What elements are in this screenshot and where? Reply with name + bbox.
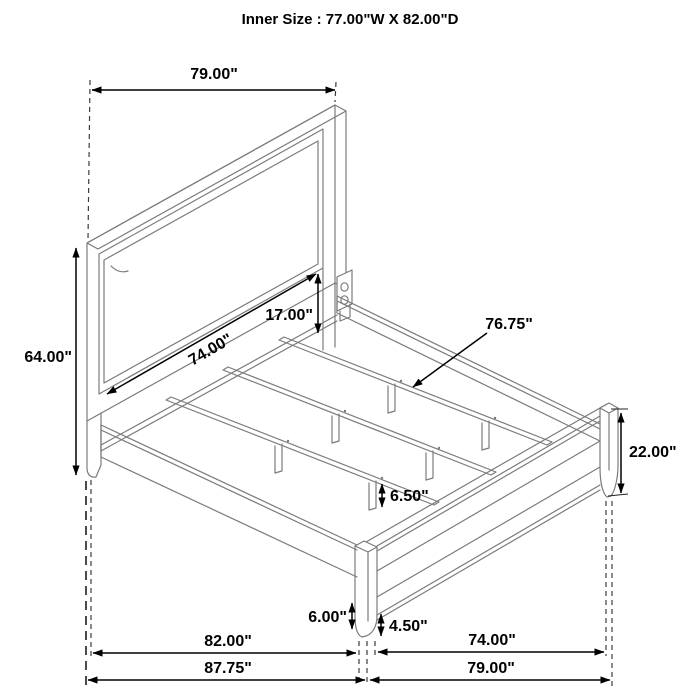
- footboard-far-post: [600, 408, 618, 470]
- headboard-back-edge: [335, 111, 346, 289]
- panel-corner-arc: [111, 266, 128, 272]
- dim-headboard-width: [92, 66, 335, 90]
- dim-label-inner-depth: 82.00": [204, 633, 252, 650]
- dim-center-rail-length: [413, 316, 533, 387]
- dim-inner-depth: [93, 633, 356, 653]
- support-leg-2: [369, 481, 376, 510]
- dim-label-center-leg-height: 6.50": [390, 488, 429, 505]
- center-rail-3: [279, 337, 552, 445]
- dim-label-center-rail-length: 76.75": [485, 316, 533, 333]
- near-side-rail: [101, 425, 357, 577]
- dim-overall-depth: [88, 660, 365, 680]
- headboard-top-face: [87, 105, 346, 249]
- support-leg-6: [482, 421, 489, 450]
- dim-label-inner-width-bottom: 74.00": [468, 632, 516, 649]
- dim-overall-width-bottom: [370, 660, 610, 680]
- footboard-top-back-edge: [366, 404, 607, 542]
- dim-headboard-inner-width: [107, 274, 316, 394]
- headboard-left-leg: [87, 413, 101, 477]
- dim-label-headboard-inner-width: 74.00": [185, 330, 236, 370]
- ext-top-left: [88, 80, 90, 240]
- footboard-near-post-taper: [355, 616, 377, 637]
- footboard-near-post: [355, 546, 377, 621]
- dim-inner-width-bottom: [378, 632, 604, 652]
- projection-lines: [86, 80, 612, 686]
- dim-label-headboard-width: 79.00": [190, 66, 238, 83]
- support-leg-1: [275, 444, 282, 473]
- support-leg-5: [388, 384, 395, 413]
- page-title: Inner Size : 77.00"W X 82.00"D: [241, 11, 459, 28]
- dim-headboard-height: [24, 248, 76, 475]
- support-leg-3: [332, 414, 339, 443]
- footboard-near-post-cap: [355, 541, 377, 552]
- center-support-rails: [166, 337, 552, 510]
- dim-label-rail-floor-clearance: 4.50": [389, 618, 428, 635]
- dim-label-overall-depth: 87.75": [204, 660, 252, 677]
- support-leg-4: [426, 451, 433, 480]
- dim-footboard-leg-height: [308, 603, 352, 629]
- footboard: [355, 403, 618, 637]
- dim-rail-floor-clearance: [381, 614, 428, 636]
- dim-label-headboard-height: 64.00": [24, 349, 72, 366]
- dim-label-panel-bottom-height: 17.00": [265, 307, 313, 324]
- far-side-rail: [337, 296, 600, 441]
- dim-label-footboard-leg-height: 6.00": [308, 609, 347, 626]
- center-rail-2: [223, 367, 496, 475]
- dim-label-footboard-height: 22.00": [629, 444, 677, 461]
- footboard-far-post-cap: [600, 403, 618, 413]
- dim-label-overall-width-bottom: 79.00": [467, 660, 515, 677]
- ext-top-right: [335, 82, 336, 102]
- dim-panel-bottom-height: [265, 274, 318, 333]
